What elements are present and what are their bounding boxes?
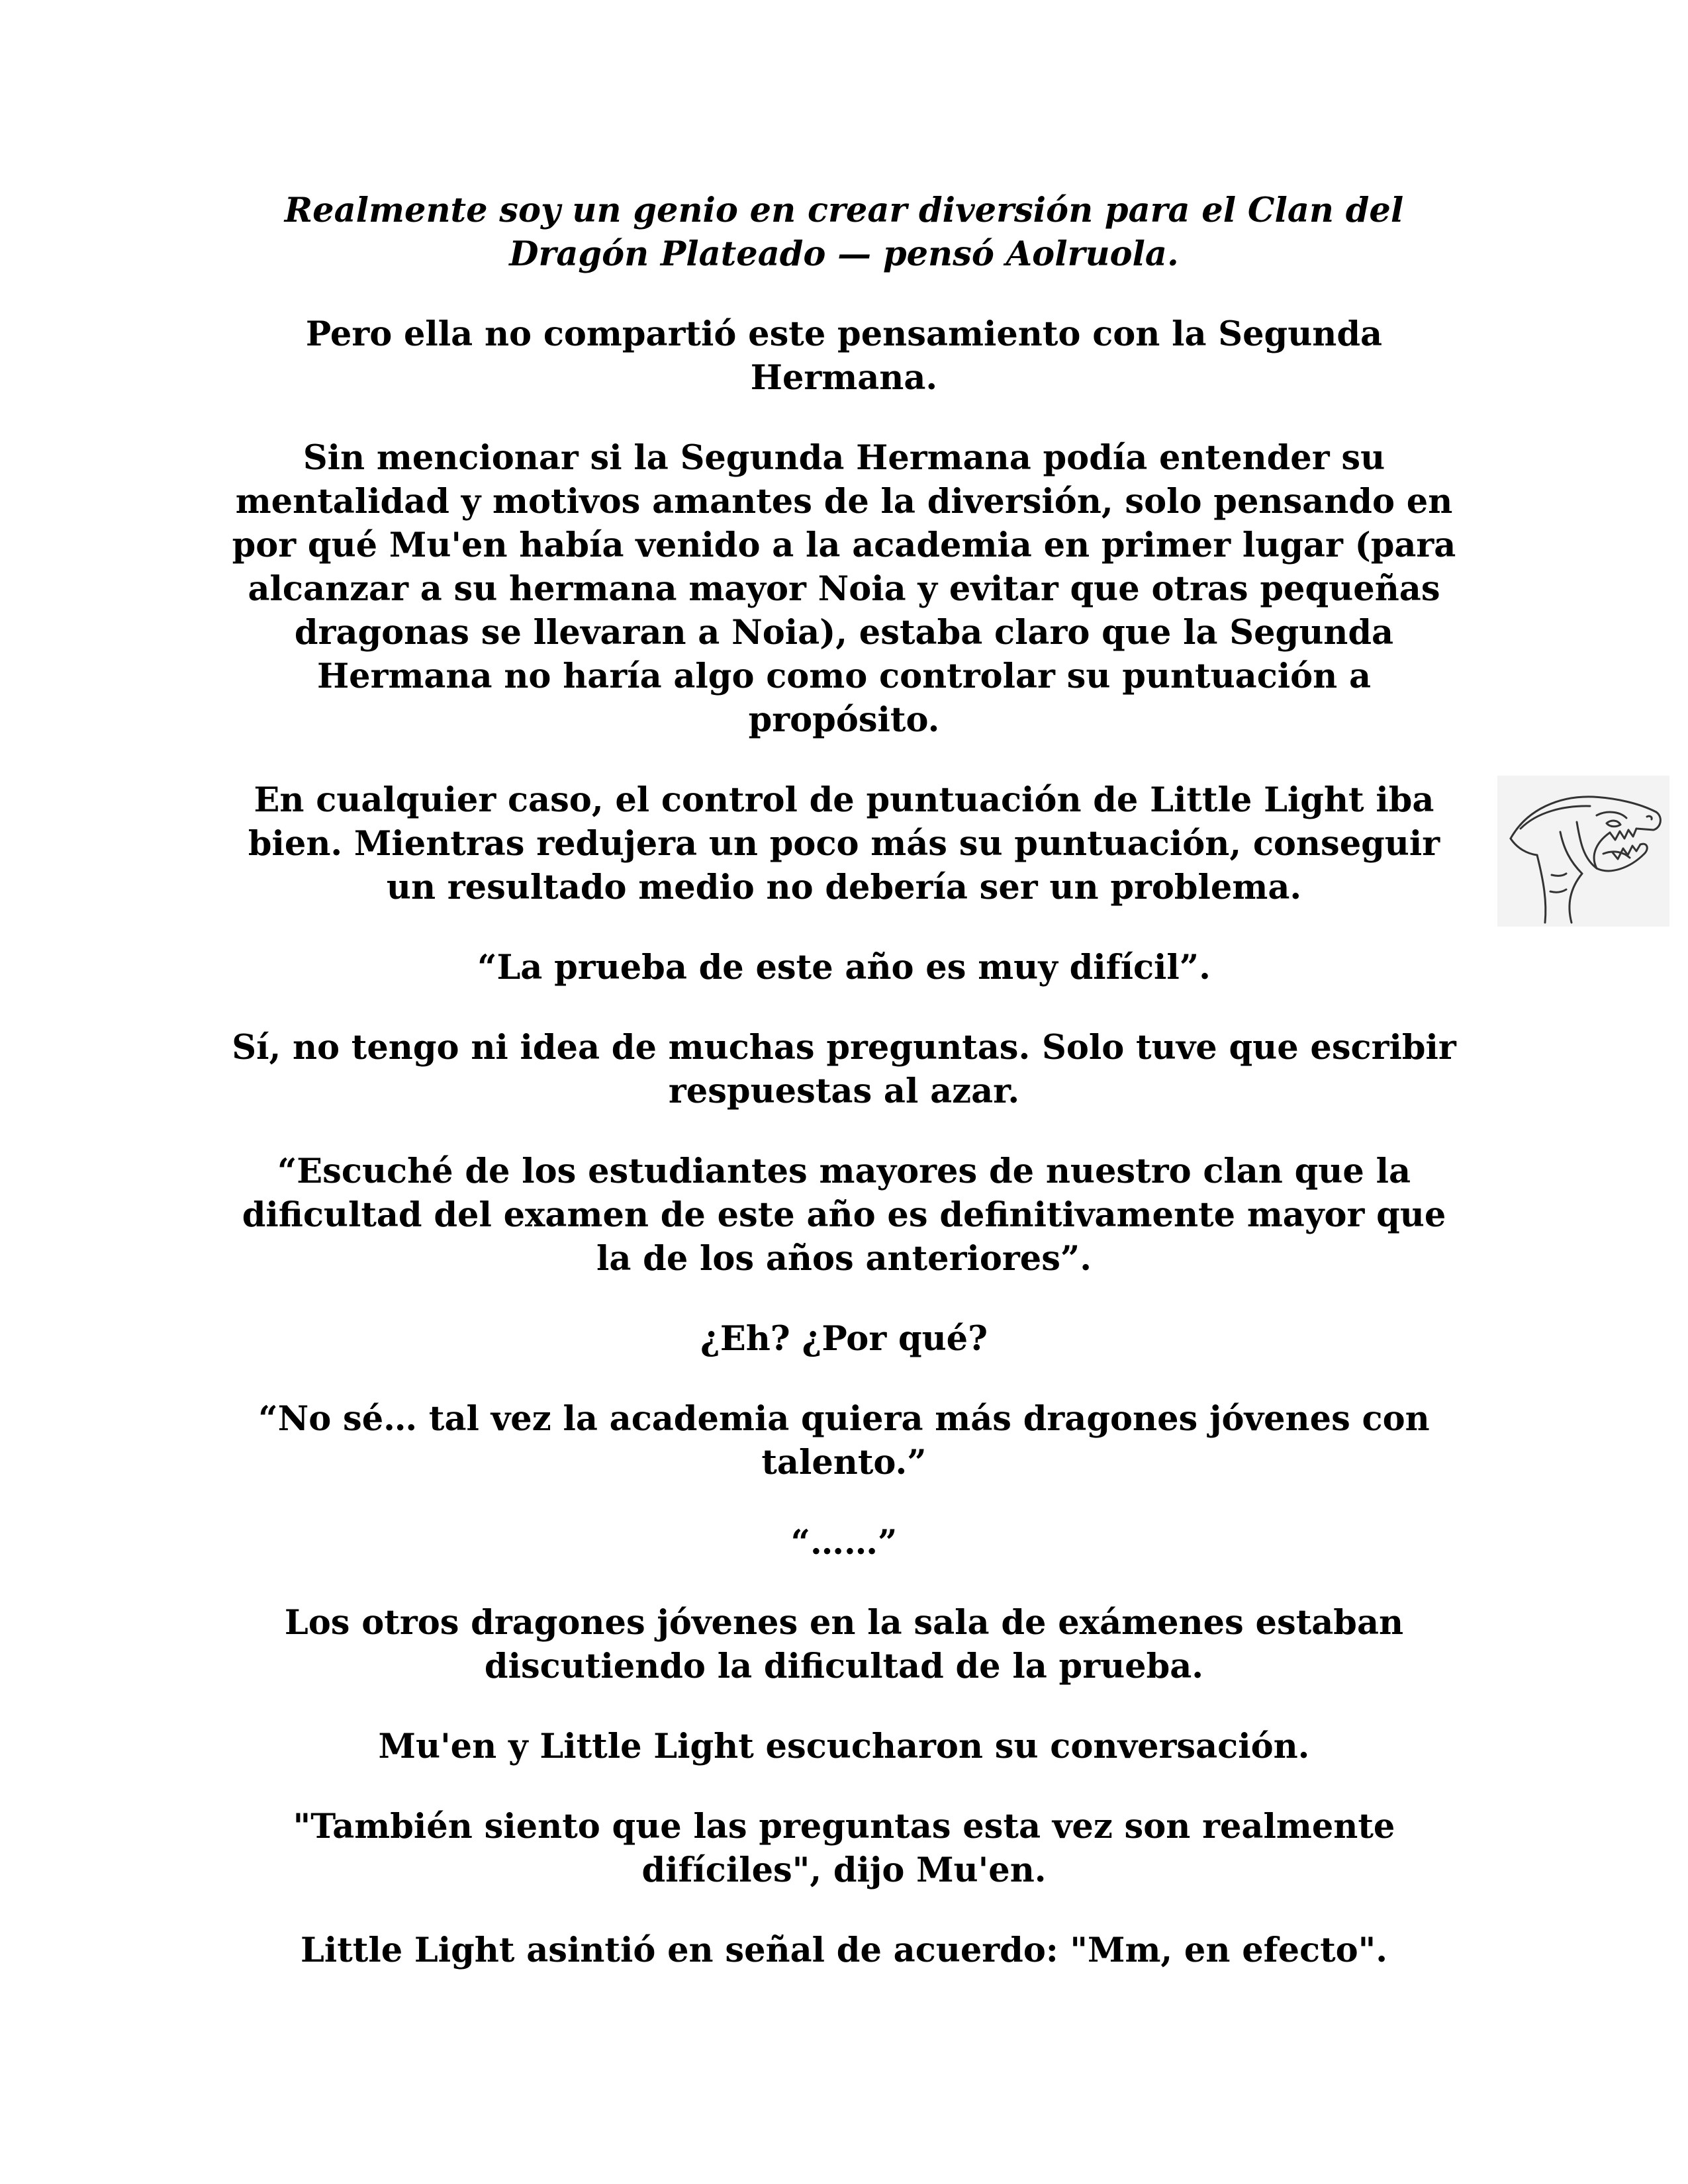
paragraph-4: En cualquier caso, el control de puntuación de Little Light iba bien. Mientras redujera un poco más su puntuación, conseguir un resultado medio no debería ser un problema. xyxy=(248,780,1440,907)
paragraph-3: Sin mencionar si la Segunda Hermana podía entender su mentalidad y motivos amantes de la diversión, solo pensando en por qué Mu'en había venido a la academia en primer lugar (para alcanzar a su hermana mayor Noia y evitar que otras pequeñas dragonas se llevaran a Noia), estaba claro que la Segunda Hermana no haría algo como controlar su puntuación a propósito. xyxy=(232,438,1456,740)
paragraph-7: “Escuché de los estudiantes mayores de nuestro clan que la dificultad del examen de este año es definitivamente mayor que la de los años anteriores”. xyxy=(242,1152,1446,1279)
paragraph-10: “……” xyxy=(790,1523,898,1563)
paragraph-2: Pero ella no compartió este pensamiento con la Segunda Hermana. xyxy=(305,314,1383,398)
paragraph-5: “La prueba de este año es muy difícil”. xyxy=(477,948,1211,987)
paragraph-12: Mu'en y Little Light escucharon su conversación. xyxy=(378,1727,1310,1766)
paragraph-9: “No sé… tal vez la academia quiera más dragones jóvenes con talento.” xyxy=(258,1399,1430,1482)
paragraph-8: ¿Eh? ¿Por qué? xyxy=(700,1319,988,1359)
dragon-head-sketch-icon xyxy=(1497,776,1669,927)
paragraph-11: Los otros dragones jóvenes en la sala de exámenes estaban discutiendo la dificultad de la prueba. xyxy=(284,1603,1404,1686)
story-text xyxy=(225,189,1463,2009)
paragraph-1: Realmente soy un genio en crear diversión para el Clan del Dragón Plateado — pensó Aolruola. xyxy=(284,191,1404,274)
paragraph-6: Sí, no tengo ni idea de muchas preguntas. Solo tuve que escribir respuestas al azar. xyxy=(232,1028,1456,1111)
paragraph-13: "También siento que las preguntas esta vez son realmente difíciles", dijo Mu'en. xyxy=(293,1807,1395,1890)
paragraph-14: Little Light asintió en señal de acuerdo: "Mm, en efecto". xyxy=(300,1931,1387,1970)
